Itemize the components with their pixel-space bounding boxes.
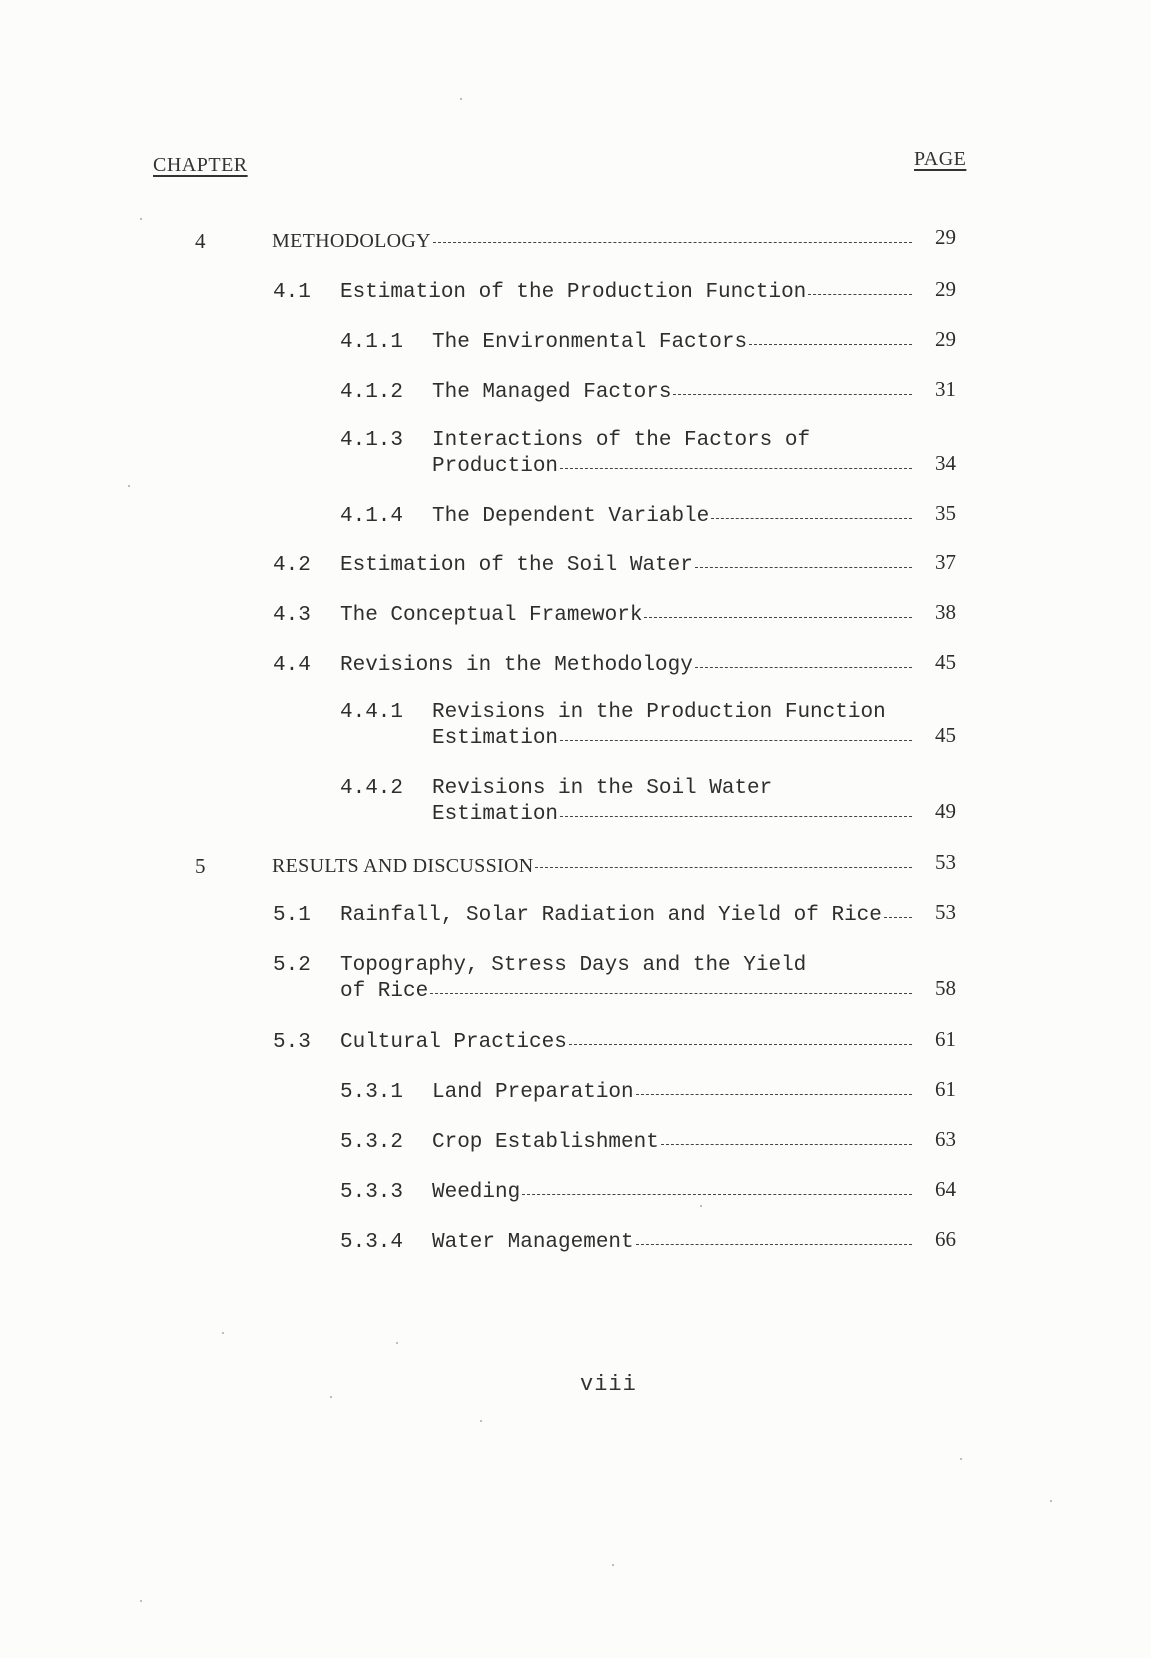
entry-page-number: 61	[935, 1027, 956, 1051]
entry-title: Rainfall, Solar Radiation and Yield of Rice	[340, 904, 882, 927]
entry-title-continued: Estimation	[432, 727, 559, 750]
entry-number: 4.1.4	[340, 505, 404, 528]
entry-page-number: 45	[935, 723, 956, 747]
entry-number: 5.2	[273, 954, 311, 977]
entry-title: Estimation of the Soil Water	[340, 554, 693, 577]
entry-title: Revisions in the Soil Water	[432, 777, 773, 800]
entry-title-continued: of Rice	[340, 980, 429, 1003]
entry-number: 5.1	[273, 904, 311, 927]
page-column-header: PAGE	[914, 148, 967, 170]
dot-leader	[749, 344, 912, 345]
entry-page-number: 35	[935, 501, 956, 525]
entry-number: 4.1.2	[340, 381, 404, 404]
entry-number: 4.1	[273, 281, 311, 304]
entry-number: 5	[195, 854, 206, 878]
entry-title: METHODOLOGY	[272, 230, 431, 252]
entry-number: 5.3.2	[340, 1131, 404, 1154]
dot-leader	[695, 567, 912, 568]
entry-page-number: 31	[935, 377, 956, 401]
dot-leader	[636, 1244, 912, 1245]
entry-number: 5.3.4	[340, 1231, 404, 1254]
entry-page-number: 66	[935, 1227, 956, 1251]
entry-title: Revisions in the Production Function	[432, 701, 886, 724]
entry-title: Revisions in the Methodology	[340, 654, 693, 677]
entry-page-number: 58	[935, 976, 956, 1000]
entry-number: 4.4	[273, 654, 311, 677]
entry-page-number: 63	[935, 1127, 956, 1151]
entry-page-number: 29	[935, 225, 956, 249]
entry-title: RESULTS AND DISCUSSION	[272, 855, 534, 877]
entry-number: 5.3	[273, 1031, 311, 1054]
entry-page-number: 29	[935, 327, 956, 351]
dot-leader	[560, 468, 912, 469]
entry-title: The Dependent Variable	[432, 505, 710, 528]
entry-page-number: 53	[935, 900, 956, 924]
chapter-column-header: CHAPTER	[153, 154, 248, 176]
entry-page-number: 61	[935, 1077, 956, 1101]
entry-number: 5.3.1	[340, 1081, 404, 1104]
entry-number: 4.1.1	[340, 331, 404, 354]
dot-leader	[522, 1194, 912, 1195]
entry-number: 4	[195, 229, 206, 253]
dot-leader	[560, 816, 912, 817]
entry-title: Weeding	[432, 1181, 521, 1204]
entry-title: The Environmental Factors	[432, 331, 748, 354]
entry-page-number: 45	[935, 650, 956, 674]
entry-title: The Managed Factors	[432, 381, 672, 404]
entry-title: Topography, Stress Days and the Yield	[340, 954, 807, 977]
entry-title: Water Management	[432, 1231, 634, 1254]
dot-leader	[433, 242, 912, 243]
entry-page-number: 34	[935, 451, 956, 475]
entry-title-continued: Estimation	[432, 803, 559, 826]
entry-title: Land Preparation	[432, 1081, 634, 1104]
entry-page-number: 64	[935, 1177, 956, 1201]
entry-number: 4.1.3	[340, 429, 404, 452]
entry-number: 4.3	[273, 604, 311, 627]
page-number-footer: viii	[580, 1372, 637, 1397]
entry-page-number: 29	[935, 277, 956, 301]
entry-title: Interactions of the Factors of	[432, 429, 811, 452]
dot-leader	[569, 1044, 912, 1045]
entry-title: The Conceptual Framework	[340, 604, 643, 627]
dot-leader	[636, 1094, 912, 1095]
dot-leader	[711, 518, 912, 519]
dot-leader	[695, 667, 912, 668]
dot-leader	[560, 740, 912, 741]
entry-title: Cultural Practices	[340, 1031, 567, 1054]
dot-leader	[661, 1144, 912, 1145]
entry-number: 5.3.3	[340, 1181, 404, 1204]
entry-number: 4.4.1	[340, 701, 404, 724]
dot-leader	[430, 993, 912, 994]
dot-leader	[808, 294, 912, 295]
entry-title: Crop Establishment	[432, 1131, 659, 1154]
dot-leader	[644, 617, 912, 618]
dot-leader	[884, 917, 912, 918]
entry-number: 4.4.2	[340, 777, 404, 800]
dot-leader	[535, 867, 912, 868]
entry-title: Estimation of the Production Function	[340, 281, 807, 304]
entry-number: 4.2	[273, 554, 311, 577]
dot-leader	[673, 394, 912, 395]
entry-page-number: 37	[935, 550, 956, 574]
entry-title-continued: Production	[432, 455, 559, 478]
entry-page-number: 38	[935, 600, 956, 624]
entry-page-number: 53	[935, 850, 956, 874]
entry-page-number: 49	[935, 799, 956, 823]
